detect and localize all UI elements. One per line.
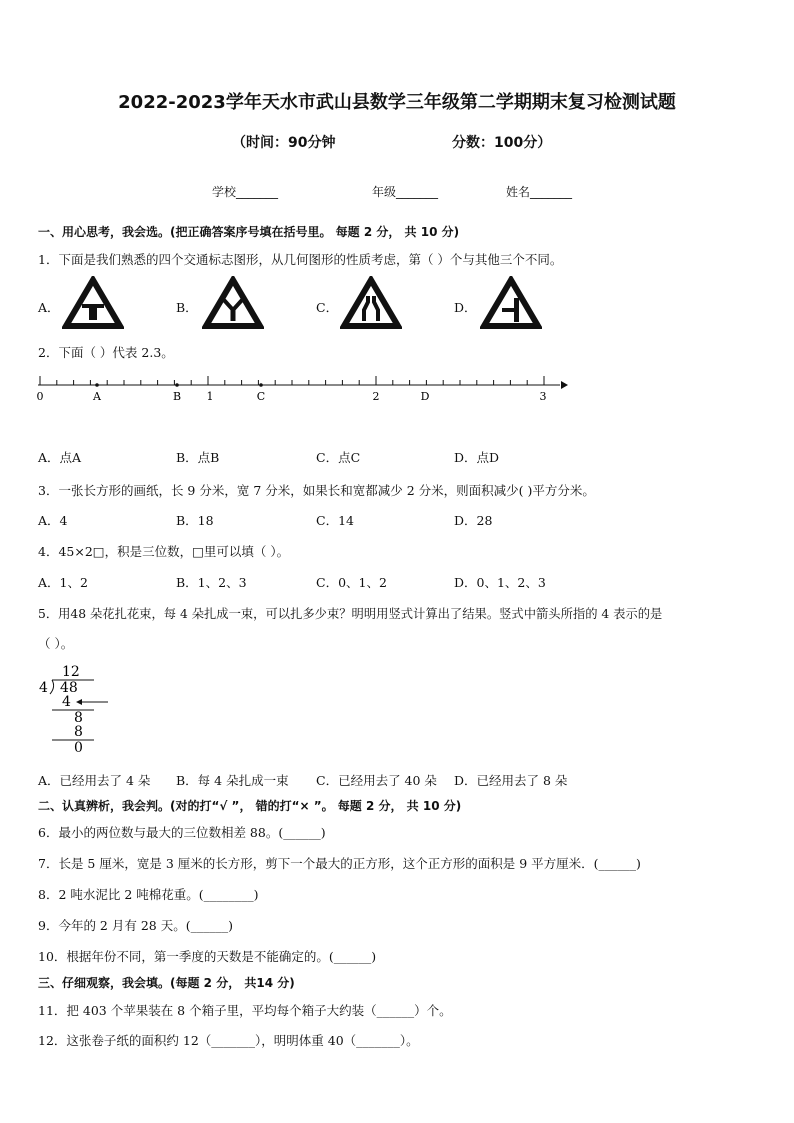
traffic-sign-b-icon [202, 276, 264, 330]
number-line [30, 372, 570, 404]
q4-option-d: D．0、1、2、3 [454, 575, 546, 590]
question-7: 7．长是 5 厘米，宽是 3 厘米的长方形，剪下一个最大的正方形，这个正方形的面积是 9 平方厘米．(______) [38, 856, 641, 871]
question-3: 3．一张长方形的画纸，长 9 分米，宽 7 分米，如果长和宽都减少 2 分米，则面积减少( )平方分米。 [38, 483, 595, 498]
question-5-line-2: （ ）。 [38, 636, 74, 651]
traffic-sign-d-icon [480, 276, 542, 330]
exam-time: （时间：90分钟 [232, 135, 336, 151]
number-line-arrow-icon [561, 381, 568, 389]
division-step-2: 8 [74, 710, 83, 726]
q3-option-c: C．14 [316, 513, 354, 528]
q2-option-d: D．点D [454, 450, 500, 465]
division-step-3: 8 [74, 724, 83, 740]
division-quotient: 12 [62, 664, 80, 680]
division-divisor: 4 [39, 680, 48, 696]
question-4: 4．45×2□，积是三位数，□里可以填（ ）。 [38, 544, 290, 559]
q1-option-a: A． [38, 300, 60, 315]
q2-option-c: C．点C [316, 450, 361, 465]
q1-option-c: C． [316, 300, 339, 315]
division-step-1: 4 [62, 694, 71, 710]
axis-label-a: A [93, 390, 101, 403]
q2-option-b: B．点B [176, 450, 220, 465]
axis-label-1: 1 [206, 390, 214, 403]
axis-label-3: 3 [539, 390, 547, 403]
page-title: 2022-2023学年天水市武山县数学三年级第二学期期末复习检测试题 [118, 92, 676, 113]
q3-option-a: A．4 [38, 513, 68, 528]
question-10: 10．根据年份不同，第一季度的天数是不能确定的。(______) [38, 949, 377, 964]
section-1-heading: 一、用心思考，我会选。(把正确答案序号填在括号里。 每题 2 分， 共 10 分) [38, 225, 460, 239]
q2-option-a: A．点A [38, 450, 82, 465]
axis-label-b: B [172, 390, 182, 403]
name-field: 姓名_______ [506, 185, 573, 199]
question-11: 11．把 403 个苹果装在 8 个箱子里，平均每个箱子大约装（______）个。 [38, 1003, 452, 1018]
q5-option-d: D．已经用去了 8 朵 [454, 773, 568, 788]
q5-option-c: C．已经用去了 40 朵 [316, 773, 437, 788]
question-5-line-1: 5．用48 朵花扎花束，每 4 朵扎成一束，可以扎多少束？明明用竖式计算出了结果。竖式中箭头所指的 4 表示的是 [38, 607, 663, 621]
question-9: 9．今年的 2 月有 28 天。(______) [38, 918, 233, 933]
q4-option-a: A．1、2 [38, 575, 88, 590]
question-12: 12．这张卷子纸的面积约 12（_______），明明体重 40（_______）。 [38, 1033, 419, 1048]
q5-option-b: B．每 4 朵扎成一束 [176, 773, 289, 788]
school-field: 学校_______ [212, 185, 279, 199]
q1-option-b: B． [176, 300, 198, 315]
q4-option-c: C．0、1、2 [316, 575, 387, 590]
section-2-heading: 二、认真辨析，我会判。(对的打“√ ”， 错的打“× ”。 每题 2 分， 共 10 分) [38, 799, 462, 813]
traffic-sign-c-icon [340, 276, 402, 330]
division-remainder: 0 [74, 740, 83, 756]
grade-field: 年级_______ [372, 185, 439, 199]
q3-option-d: D．28 [454, 513, 493, 528]
question-8: 8．2 吨水泥比 2 吨棉花重。(________) [38, 887, 259, 902]
q1-option-d: D． [454, 300, 477, 315]
section-3-heading: 三、仔细观察，我会填。(每题 2 分， 共14 分) [38, 976, 295, 990]
q4-option-b: B．1、2、3 [176, 575, 247, 590]
long-division [36, 660, 126, 756]
q3-option-b: B．18 [176, 513, 214, 528]
division-dividend: 48 [60, 680, 78, 696]
question-6: 6．最小的两位数与最大的三位数相差 88。(______) [38, 825, 326, 840]
axis-label-c: C [256, 390, 266, 403]
question-1: 1．下面是我们熟悉的四个交通标志图形，从几何图形的性质考虑，第（ ）个与其他三个不同。 [38, 252, 563, 267]
axis-label-2: 2 [372, 390, 380, 403]
question-2: 2．下面（ ）代表 2.3。 [38, 345, 174, 360]
traffic-sign-a-icon [62, 276, 124, 330]
axis-label-0: 0 [36, 390, 44, 403]
q5-option-a: A．已经用去了 4 朵 [38, 773, 151, 788]
axis-label-d: D [420, 390, 430, 403]
exam-score: 分数：100分） [452, 135, 552, 151]
